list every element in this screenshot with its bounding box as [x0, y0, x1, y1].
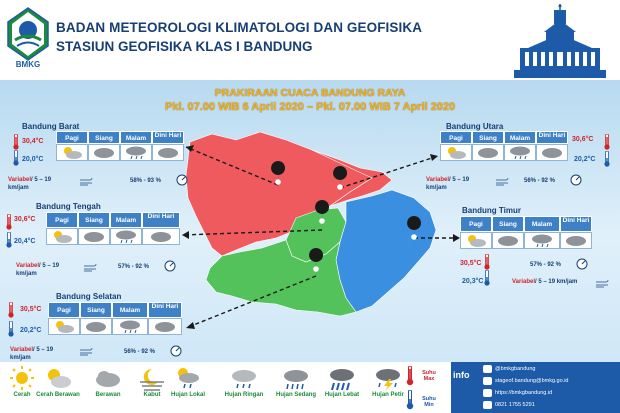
- berawan-icon: [92, 365, 124, 391]
- station-title: STASIUN GEOFISIKA KLAS I BANDUNG: [56, 39, 313, 54]
- wind-icon: [596, 280, 610, 288]
- forecast-period: Pkl. 07.00 WIB 6 April 2020 – Pkl. 07.00 WIB 7 April 2020: [164, 101, 456, 113]
- wind-info: Variabel/ 5 – 19: [426, 177, 470, 183]
- col-malam: Malam: [110, 212, 142, 228]
- cell-malam: [112, 318, 148, 335]
- berawan-icon: [143, 229, 179, 244]
- map-region-timur: [336, 190, 436, 312]
- wind-unit: km/jam: [8, 185, 29, 191]
- region-name: Bandung Barat: [22, 122, 80, 131]
- berawan-icon: [79, 229, 109, 244]
- col-malam: Malam: [112, 302, 148, 318]
- humidity-gauge-icon: [170, 345, 182, 357]
- col-siang: Siang: [80, 302, 112, 318]
- cell-siang: [472, 144, 504, 161]
- thermometer-icon: [604, 134, 610, 150]
- logo-text: BMKG: [15, 60, 41, 68]
- berawan-icon: [473, 145, 503, 160]
- forecast-title: PRAKIRAAN CUACA BANDUNG RAYA: [214, 87, 406, 99]
- cell-dini-hari: [536, 144, 568, 161]
- berawan-icon: [537, 145, 567, 160]
- legend-hujan-lokal: [166, 362, 210, 398]
- col-pagi: Pagi: [56, 131, 88, 144]
- legend-hujan-ringan: [222, 362, 266, 398]
- cerah-icon: [8, 365, 36, 391]
- berawan-icon: [149, 319, 181, 334]
- cell-dini-hari: [148, 318, 182, 335]
- col-dini-hari: Dini Hari: [536, 131, 568, 144]
- hujan-lebat-icon: [326, 365, 358, 391]
- legend-suhu: [404, 362, 450, 413]
- temp-max: 30,6°C: [572, 136, 594, 143]
- legend-hujan-lebat: [320, 362, 364, 398]
- cell-malam: [524, 232, 560, 249]
- cell-pagi: [56, 144, 88, 161]
- legend-hujan-sedang: [274, 362, 318, 398]
- email-link[interactable]: stageof.bandung@bmkg.go.id: [495, 378, 569, 384]
- cerah-berawan-icon: [57, 145, 87, 160]
- hujan-ringan-icon: [111, 229, 141, 244]
- col-dini-hari: Dini Hari: [152, 131, 184, 144]
- cell-dini-hari: [142, 228, 180, 245]
- wind-unit: km/jam: [426, 185, 447, 191]
- panel-bandung-utara: [426, 122, 620, 192]
- legend-label: Hujan Ringan: [224, 392, 264, 398]
- info-panel: [451, 362, 620, 413]
- web-icon: [483, 389, 492, 397]
- hujan-lokal-icon: [172, 365, 204, 391]
- wind-info: Variabel/ 5 – 19 km/jam: [512, 279, 578, 285]
- hujan-sedang-icon: [280, 365, 312, 391]
- humidity: 58% - 93 %: [130, 178, 162, 184]
- humidity: 56% - 92 %: [124, 349, 156, 355]
- temp-max: 30,5°C: [460, 260, 482, 267]
- thermometer-icon: [6, 214, 12, 230]
- col-siang: Siang: [78, 212, 110, 228]
- cell-pagi: [46, 228, 78, 245]
- hujan-ringan-icon: [113, 319, 147, 334]
- cell-siang: [80, 318, 112, 335]
- wind-icon: [80, 178, 94, 186]
- legend: [0, 362, 620, 413]
- berawan-icon: [153, 145, 183, 160]
- berawan-icon: [493, 233, 523, 248]
- col-malam: Malam: [120, 131, 152, 144]
- berawan-icon: [561, 233, 591, 248]
- temp-min: 20,2°C: [574, 156, 596, 163]
- temp-min: 20,4°C: [14, 238, 36, 245]
- cell-malam: [120, 144, 152, 161]
- wind-info: Variabel/ 5 – 19: [8, 177, 52, 183]
- thermometer-icon: [8, 302, 14, 318]
- legend-berawan: [86, 362, 130, 398]
- legend-label: Cerah: [13, 392, 31, 398]
- thermometer-icon: [13, 150, 19, 166]
- phone-number[interactable]: 0821 1755 5291: [495, 402, 535, 408]
- panel-bandung-tengah: [0, 202, 185, 280]
- panel-bandung-timur: [456, 206, 620, 292]
- temp-max: 30,6°C: [14, 216, 36, 223]
- hujan-ringan-icon: [228, 365, 260, 391]
- humidity-gauge-icon: [176, 174, 188, 186]
- forecast-area: [0, 80, 620, 362]
- phone-icon: [483, 401, 492, 409]
- twitter-handle[interactable]: @bmkgbandung: [495, 366, 536, 372]
- temp-min: 20,3°C: [462, 278, 484, 285]
- hujan-ringan-icon: [525, 233, 559, 248]
- temp-max: 30,4°C: [22, 138, 44, 145]
- cerah-berawan-icon: [441, 145, 471, 160]
- temp-min: 20,0°C: [22, 156, 44, 163]
- thermometer-icon: [13, 134, 19, 150]
- region-name: Bandung Tengah: [36, 202, 101, 211]
- hujan-ringan-icon: [121, 145, 151, 160]
- humidity: 56% - 92 %: [524, 178, 556, 184]
- cell-dini-hari: [152, 144, 184, 161]
- col-malam: Malam: [524, 216, 560, 232]
- panel-bandung-selatan: [0, 292, 190, 362]
- wind-icon: [496, 178, 510, 186]
- suhu-max-label: Suhu Max: [422, 370, 436, 382]
- col-dini-hari: Dini Hari: [560, 216, 592, 232]
- legend-label: Hujan Petir: [372, 392, 404, 398]
- kabut-icon: [136, 365, 168, 391]
- thermometer-icon: [6, 232, 12, 248]
- legend-label: Berawan: [95, 392, 121, 398]
- col-siang: Siang: [472, 131, 504, 144]
- panel-bandung-barat: [0, 122, 190, 192]
- agency-title: BADAN METEOROLOGI KLIMATOLOGI DAN GEOFISIKA: [56, 20, 423, 35]
- wind-unit: km/jam: [16, 271, 37, 277]
- thermometer-icon: [8, 321, 14, 337]
- humidity-gauge-icon: [164, 260, 176, 272]
- wind-unit: km/jam: [10, 355, 31, 361]
- humidity-gauge-icon: [576, 258, 588, 270]
- hujan-ringan-icon: [505, 145, 535, 160]
- col-pagi: Pagi: [440, 131, 472, 144]
- twitter-icon: [483, 365, 492, 373]
- cerah-berawan-icon: [461, 233, 491, 248]
- cell-malam: [110, 228, 142, 245]
- legend-label: Hujan Lebat: [324, 392, 360, 398]
- region-name: Bandung Utara: [446, 122, 504, 131]
- cerah-berawan-icon: [47, 229, 77, 244]
- col-pagi: Pagi: [46, 212, 78, 228]
- cell-siang: [88, 144, 120, 161]
- wind-icon: [80, 348, 94, 356]
- wind-info: Variabel/ 5 – 19: [10, 347, 54, 353]
- wind-icon: [84, 264, 98, 272]
- col-dini-hari: Dini Hari: [148, 302, 182, 318]
- thermometer-max-icon: [406, 366, 414, 386]
- cell-dini-hari: [560, 232, 592, 249]
- humidity: 57% - 92 %: [118, 264, 150, 270]
- cell-malam: [504, 144, 536, 161]
- cell-siang: [78, 228, 110, 245]
- header: [0, 0, 620, 80]
- cell-pagi: [440, 144, 472, 161]
- legend-label: Hujan Lokal: [170, 392, 205, 398]
- thermometer-icon: [604, 151, 610, 167]
- info-label: info: [453, 370, 470, 380]
- humidity: 57% - 92 %: [530, 262, 562, 268]
- cell-pagi: [460, 232, 492, 249]
- col-pagi: Pagi: [460, 216, 492, 232]
- col-malam: Malam: [504, 131, 536, 144]
- wind-info: Variabel/ 5 – 19: [16, 263, 60, 269]
- col-siang: Siang: [492, 216, 524, 232]
- col-pagi: Pagi: [48, 302, 80, 318]
- thermometer-icon: [484, 254, 490, 270]
- suhu-min-label: Suhu Min: [422, 396, 436, 408]
- thermometer-icon: [484, 270, 490, 286]
- cell-siang: [492, 232, 524, 249]
- legend-label: Cerah Berawan: [36, 392, 80, 398]
- legend-label: Kabut: [143, 392, 161, 398]
- legend-label: Hujan Sedang: [275, 392, 316, 398]
- region-name: Bandung Selatan: [56, 292, 122, 301]
- gedung-sate-icon: [514, 4, 606, 78]
- berawan-icon: [89, 145, 119, 160]
- thermometer-min-icon: [406, 390, 414, 410]
- cell-pagi: [48, 318, 80, 335]
- temp-max: 30,5°C: [20, 306, 42, 313]
- hujan-petir-icon: [372, 365, 404, 391]
- col-siang: Siang: [88, 131, 120, 144]
- email-icon: [483, 377, 492, 385]
- temp-min: 20,2°C: [20, 327, 42, 334]
- legend-cerah-berawan: [36, 362, 80, 398]
- cerah-berawan-icon: [42, 365, 74, 391]
- humidity-gauge-icon: [570, 174, 582, 186]
- col-dini-hari: Dini Hari: [142, 212, 180, 228]
- web-link[interactable]: https://bmkgbandung.id: [495, 390, 553, 396]
- berawan-icon: [81, 319, 111, 334]
- bmkg-logo: [6, 6, 50, 68]
- region-name: Bandung Timur: [462, 206, 521, 215]
- cerah-berawan-icon: [49, 319, 79, 334]
